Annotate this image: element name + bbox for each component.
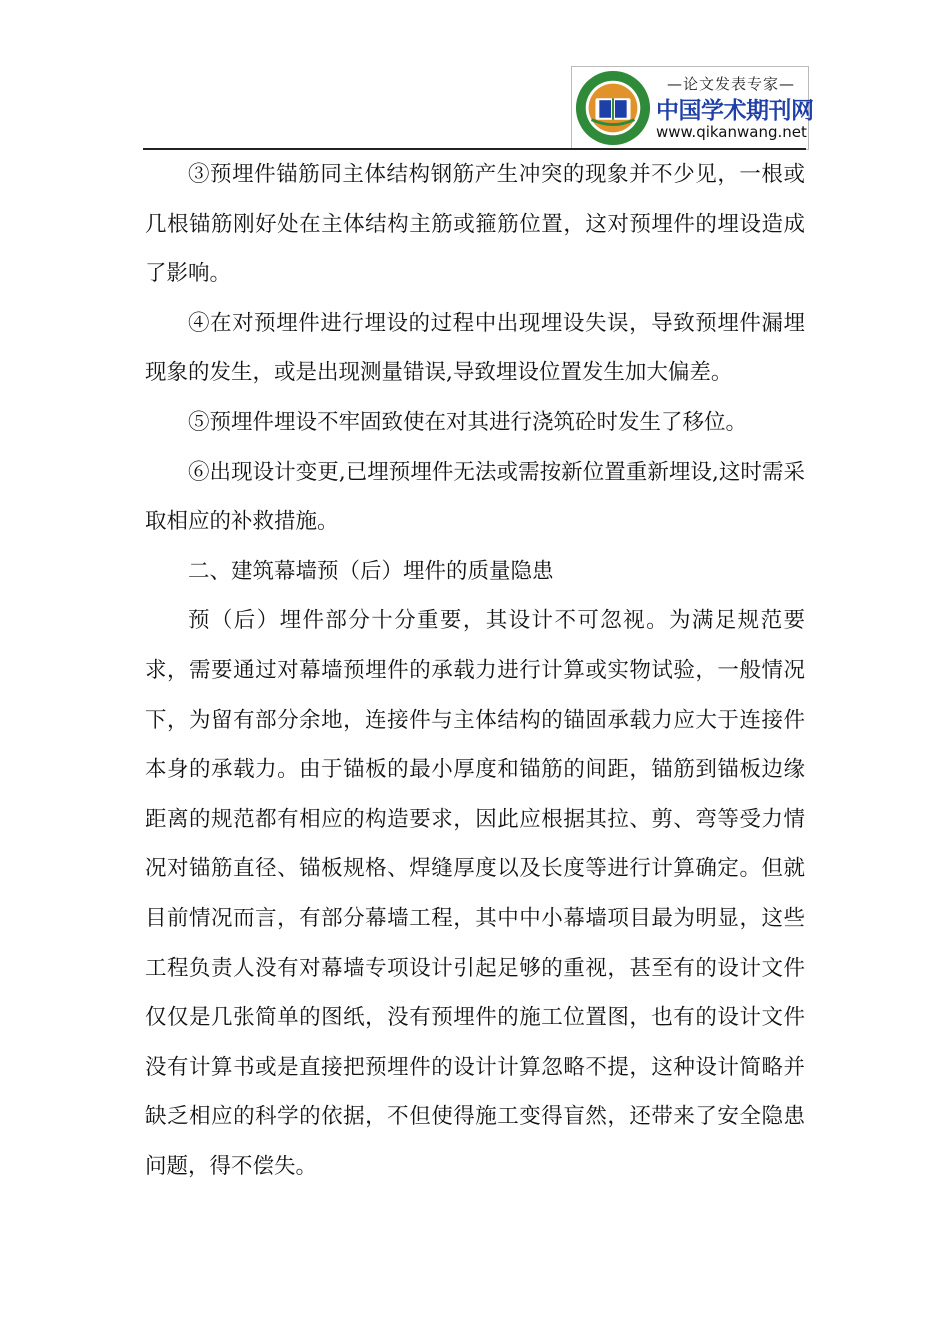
logo-tagline: —论文发表专家— (666, 75, 795, 93)
logo-name: 中国学术期刊网 (656, 98, 814, 124)
logo-url: www.qikanwang.net (656, 123, 807, 141)
site-logo (571, 66, 814, 150)
paragraph: ③预埋件锚筋同主体结构钢筋产生冲突的现象并不少见，一根或几根锚筋刚好处在主体结构主筋或箍筋位置，这对预埋件的埋设造成了影响。 (145, 162, 805, 287)
document-body (145, 150, 805, 1191)
paragraph: ④在对预埋件进行埋设的过程中出现埋设失误，导致预埋件漏埋现象的发生，或是出现测量错误,导致埋设位置发生加大偏差。 (145, 310, 805, 386)
paragraph: ⑤预埋件埋设不牢固致使在对其进行浇筑砼时发生了移位。 (188, 409, 748, 435)
section-heading: 二、建筑幕墙预（后）埋件的质量隐患 (188, 558, 554, 584)
paragraph: 预（后）埋件部分十分重要，其设计不可忽视。为满足规范要求，需要通过对幕墙预埋件的承载力进行计算或实物试验，一般情况下，为留有部分余地，连接件与主体结构的锚固承载力应大于连接件本身的承载力。由于锚板的最小厚度和锚筋的间距，锚筋到锚板边缘距离的规范都有相应的构造要求，因此应根据其拉、剪、弯等受力情况对锚筋直径、锚板规格、焊缝厚度以及长度等进行计算确定。但就目前情况而言，有部分幕墙工程，其中中小幕墙项目最为明显，这些工程负责人没有对幕墙专项设计引起足够的重视，甚至有的设计文件仅仅是几张简单的图纸，没有预埋件的施工位置图，也有的设计文件没有计算书或是直接把预埋件的设计计算忽略不提，这种设计简略并缺乏相应的科学的依据，不但使得施工变得盲然，还带来了安全隐患问题，得不偿失。 (145, 608, 805, 1179)
paragraph: ⑥出现设计变更,已埋预埋件无法或需按新位置重新埋设,这时需采取相应的补救措施。 (145, 459, 805, 535)
seal-emblem-icon (574, 69, 652, 147)
